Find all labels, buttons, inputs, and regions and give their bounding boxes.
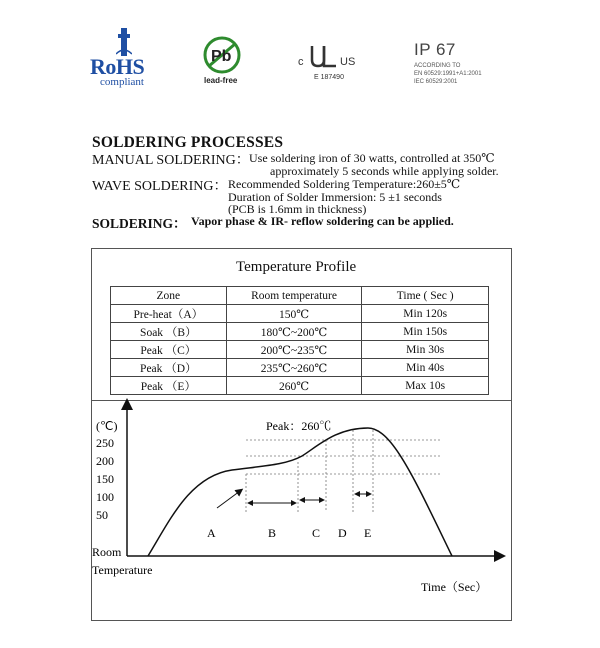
table-cell: Peak （C） xyxy=(111,341,227,359)
ip-line: ACCORDING TO xyxy=(414,63,461,69)
wave-soldering-label: WAVE SOLDERING： xyxy=(92,179,228,194)
table-cell: Max 10s xyxy=(362,377,489,395)
ip-line: IEC 60529:2001 xyxy=(414,79,458,85)
y-tick-label: 150 xyxy=(96,472,114,486)
y-tick-label: 250 xyxy=(96,436,114,450)
ul-c: c xyxy=(298,56,304,68)
y-tick-label: 200 xyxy=(96,454,114,468)
table-cell: 150℃ xyxy=(226,305,362,323)
soldering-text: Vapor phase & IR- reflow soldering can be applied. xyxy=(191,214,454,228)
table-cell: 180℃~200℃ xyxy=(226,323,362,341)
zone-label: D xyxy=(338,526,347,540)
table-cell: Min 150s xyxy=(362,323,489,341)
soldering-label: SOLDERING： xyxy=(92,216,187,231)
zone-label: B xyxy=(268,526,277,540)
peak-label: Peak：260℃ xyxy=(266,419,332,433)
table-cell: Pre-heat（A） xyxy=(111,305,227,323)
y-unit-label: (℃) xyxy=(96,419,118,433)
table-cell: Min 40s xyxy=(362,359,489,377)
x-axis-label: Time（Sec） xyxy=(421,580,488,594)
table-cell: Soak （B） xyxy=(111,323,227,341)
rohs-word: RoHS xyxy=(90,54,145,79)
manual-soldering-text-1: Use soldering iron of 30 watts, controlled at 350℃ xyxy=(249,151,495,165)
preheat-arrow xyxy=(217,491,240,508)
table-cell: 235℃~260℃ xyxy=(226,359,362,377)
manual-soldering-label: MANUAL SOLDERING： xyxy=(92,153,250,168)
table-cell: Peak （E） xyxy=(111,377,227,395)
table-cell: Min 120s xyxy=(362,305,489,323)
ip-line: EN 60529:1991+A1:2001 xyxy=(414,71,482,77)
rohs-sub: compliant xyxy=(100,76,144,88)
pb-sub: lead-free xyxy=(204,76,238,85)
pb-symbol: Pb xyxy=(211,48,232,65)
table-cell: Peak （D） xyxy=(111,359,227,377)
section-title: SOLDERING PROCESSES xyxy=(92,134,284,151)
table-cell: 200℃~235℃ xyxy=(226,341,362,359)
temperature-label: Temperature xyxy=(92,563,153,577)
table-header-cell: Time ( Sec ) xyxy=(362,287,489,305)
zone-label: E xyxy=(364,526,372,540)
wave-soldering-text-3: (PCB is 1.6mm in thickness) xyxy=(228,202,367,216)
reflow-curve xyxy=(148,428,452,556)
table-header-cell: Zone xyxy=(111,287,227,305)
ul-file: E 187490 xyxy=(314,74,344,81)
manual-soldering-text-2: approximately 5 seconds while applying solder. xyxy=(270,164,499,178)
zone-label: C xyxy=(312,526,321,540)
y-tick-label: 50 xyxy=(96,508,108,522)
table-header-cell: Room temperature xyxy=(226,287,362,305)
wave-soldering-text-2: Duration of Solder Immersion: 5 ±1 seconds xyxy=(228,190,442,204)
table-cell: 260℃ xyxy=(226,377,362,395)
profile-title: Temperature Profile xyxy=(236,259,357,275)
zone-label: A xyxy=(207,526,216,540)
ul-us: US xyxy=(340,56,356,68)
room-label: Room xyxy=(92,545,122,559)
wave-soldering-text-1: Recommended Soldering Temperature:260±5℃ xyxy=(228,177,461,191)
ip-title: IP 67 xyxy=(414,40,456,59)
table-cell: Min 30s xyxy=(362,341,489,359)
y-tick-label: 100 xyxy=(96,490,114,504)
